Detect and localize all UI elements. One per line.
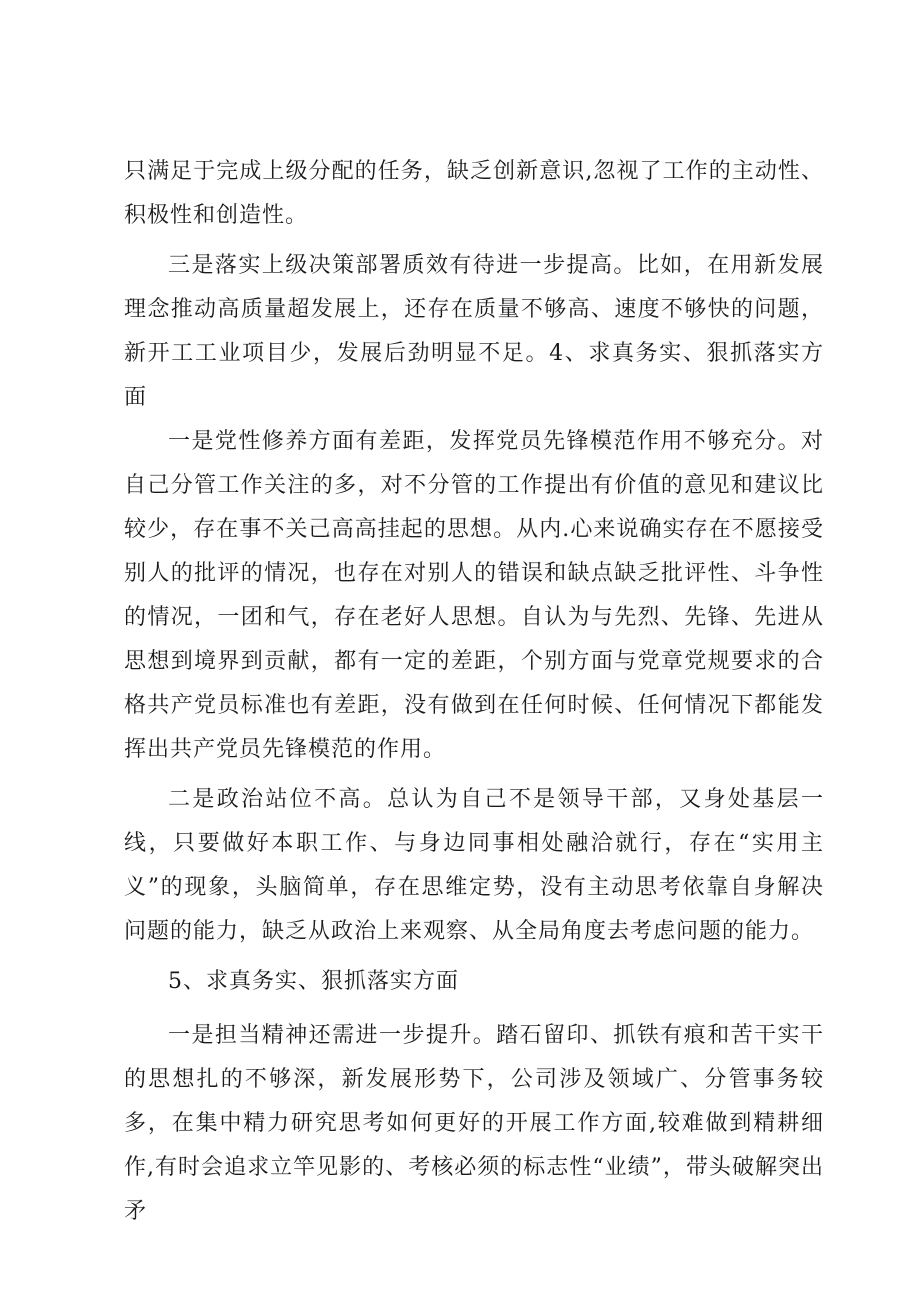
paragraph-5: 一是担当精神还需进一步提升。踏石留印、抓铁有痕和苦干实干的思想扎的不够深，新发展形势下，公司涉及领域广、分管事务较多，在集中精力研究思考如何更好的开展工作方面,较难做到精耕细作,有时会追求立竿见影的、考核必须的标志性“业绩”，带头破解突出矛 [124,1023,824,1224]
document-body [124,150,824,1234]
paragraph-1: 只满足于完成上级分配的任务，缺乏创新意识,忽视了工作的主动性、积极性和创造性。 [124,159,824,228]
paragraph-3: 一是党性修养方面有差距，发挥党员先锋模范作用不够充分。对自己分管工作关注的多，对不分管的工作提出有价值的意见和建议比较少，存在事不关己高高挂起的思想。从内.心来说确实存在不愿接受别人的批评的情况，也存在对别人的错误和缺点缺乏批评性、斗争性的情况，一团和气，存在老好人思想。自认为与先烈、先锋、先进从思想到境界到贡献，都有一定的差距，个别方面与党章党规要求的合格共产党员标准也有差距，没有做到在任何时候、任何情况下都能发挥出共产党员先锋模范的作用。 [124,429,824,762]
paragraph-2: 三是落实上级决策部署质效有待进一步提高。比如，在用新发展理念推动高质量超发展上，还存在质量不够高、速度不够快的问题，新开工工业项目少，发展后劲明显不足。4、求真务实、狠抓落实方面 [124,253,824,410]
section-heading-5: 5、求真务实、狠抓落实方面 [168,969,459,994]
paragraph-4: 二是政治站位不高。总认为自己不是领导干部，又身处基层一线，只要做好本职工作、与身边同事相处融洽就行，存在“实用主义”的现象，头脑简单，存在思维定势，没有主动思考依靠自身解决问题的能力，缺乏从政治上来观察、从全局角度去考虑问题的能力。 [124,787,824,944]
